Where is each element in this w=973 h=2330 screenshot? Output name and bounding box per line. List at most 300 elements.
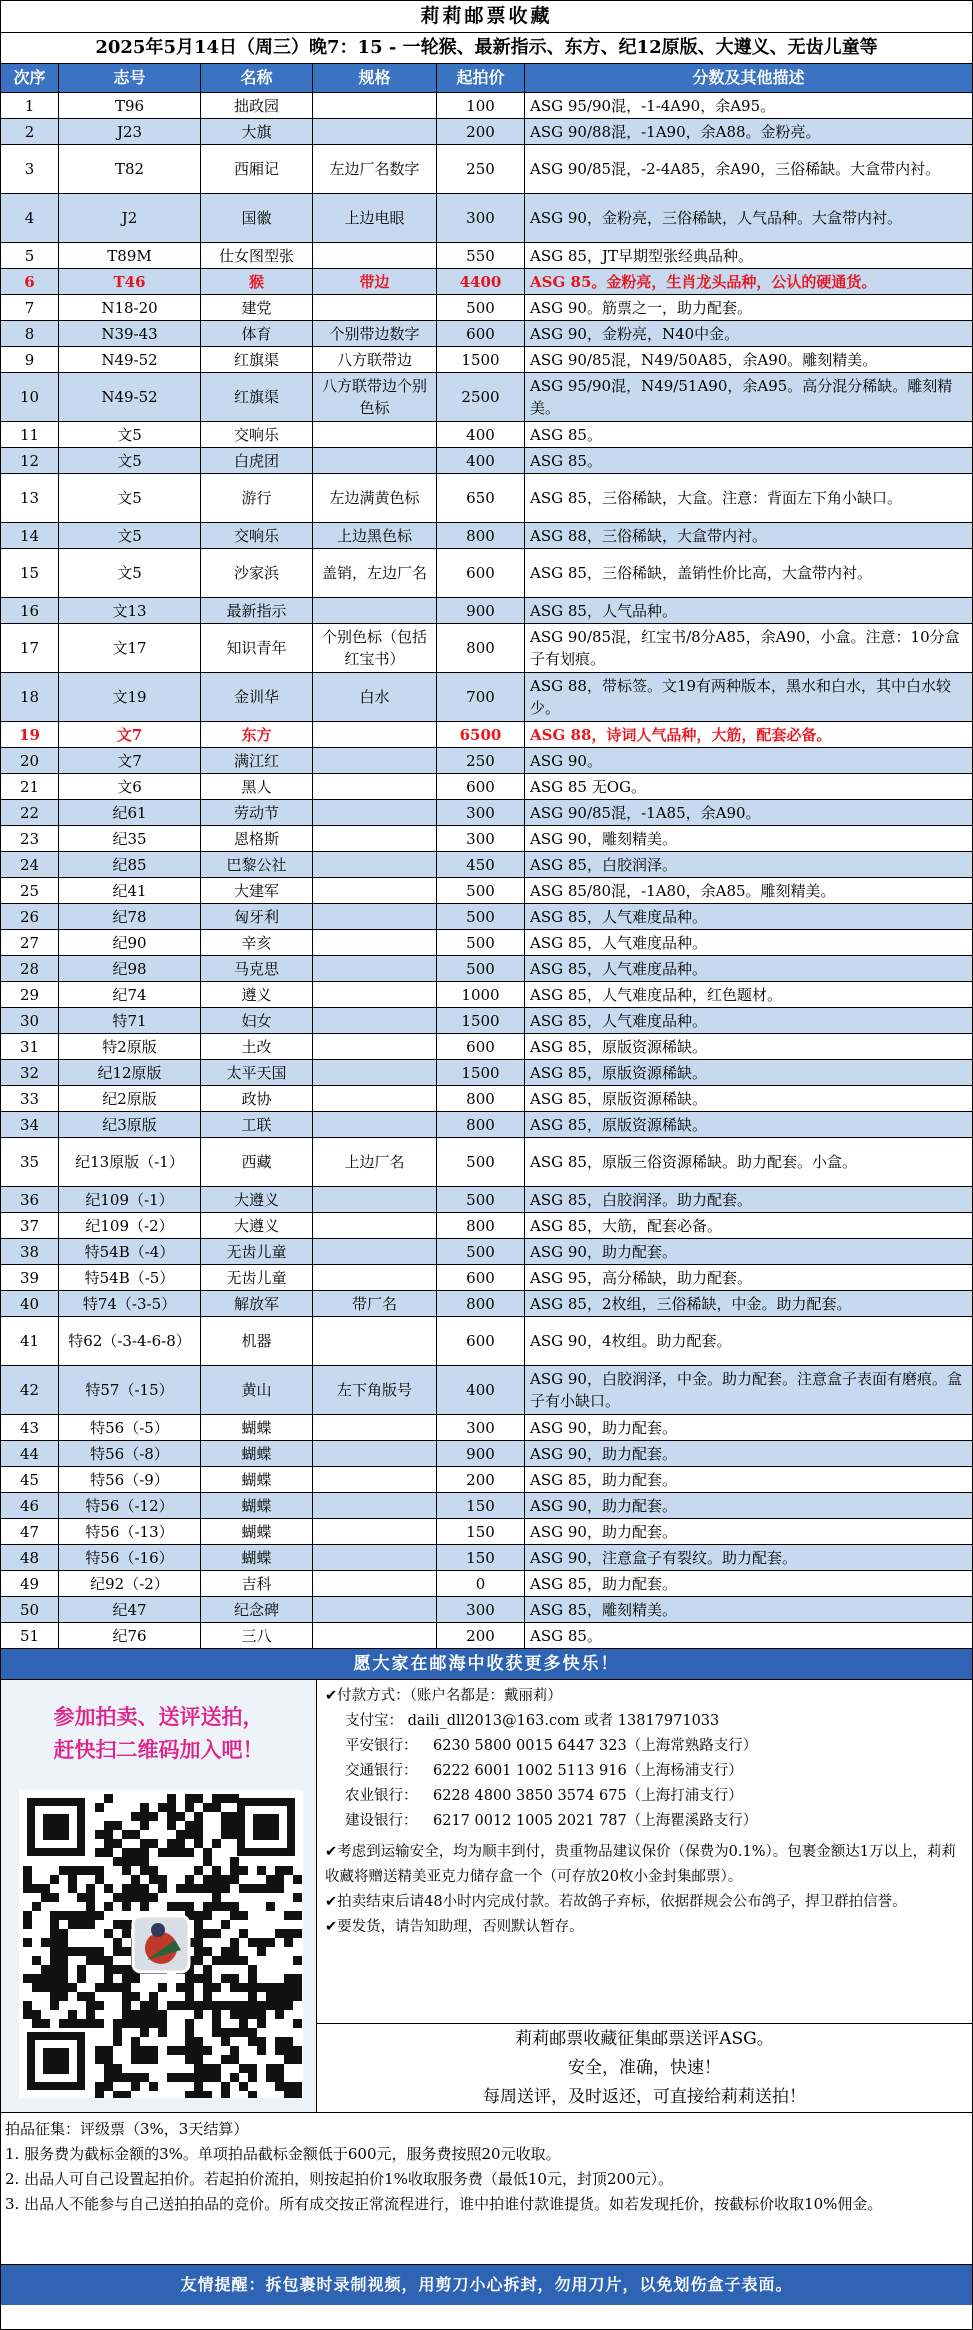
lot-spec [313, 422, 437, 448]
lot-code: 纪74 [59, 982, 201, 1008]
lot-spec: 左边厂名数字 [313, 145, 437, 194]
table-row [1, 295, 972, 321]
lot-desc: ASG 85，三俗稀缺，大盒。注意：背面左下角小缺口。 [525, 474, 972, 523]
lot-price: 500 [437, 1187, 525, 1213]
lot-code: 纪12原版 [59, 1060, 201, 1086]
page-title: 莉莉邮票收藏 [420, 5, 553, 27]
rule-item: 1. 服务费为截标金额的3%。单项拍品截标金额低于600元，服务费按照20元收取。 [5, 2145, 561, 2163]
lot-price: 300 [437, 194, 525, 243]
table-row [1, 598, 972, 624]
footer-reminder: 友情提醒：拆包裹时录制视频，用剪刀小心拆封，勿用刀片，以免划伤盒子表面。 [1, 2265, 972, 2305]
lot-no: 1 [1, 93, 59, 119]
header-spec: 规格 [313, 64, 437, 93]
table-row [1, 852, 972, 878]
lot-price: 600 [437, 1034, 525, 1060]
lot-desc: ASG 90，助力配套。 [525, 1415, 972, 1441]
table-row [1, 748, 972, 774]
lot-no: 22 [1, 800, 59, 826]
consignment-rules [1, 2113, 972, 2265]
lot-price: 250 [437, 748, 525, 774]
lot-spec: 个别色标（包括红宝书） [313, 624, 437, 673]
table-row [1, 1187, 972, 1213]
banner: 愿大家在邮海中收获更多快乐！ [1, 1649, 972, 1680]
lot-price: 500 [437, 1239, 525, 1265]
lot-no: 18 [1, 673, 59, 722]
lot-desc: ASG 90，金粉亮，三俗稀缺，人气品种。大盒带内衬。 [525, 194, 972, 243]
table-row [1, 269, 972, 295]
lot-name: 蝴蝶 [201, 1545, 313, 1571]
lot-desc: ASG 90/85混，N49/50A85，余A90。雕刻精美。 [525, 347, 972, 373]
lot-name: 政协 [201, 1086, 313, 1112]
lot-price: 250 [437, 145, 525, 194]
qr-logo-icon [133, 1916, 189, 1972]
lot-code: 特56（-16） [59, 1545, 201, 1571]
table-row [1, 1034, 972, 1060]
lot-spec [313, 598, 437, 624]
lot-no: 10 [1, 373, 59, 422]
lot-code: 纪109（-2） [59, 1213, 201, 1239]
lot-spec [313, 852, 437, 878]
lot-desc: ASG 85。 [525, 448, 972, 474]
lot-code: 特56（-12） [59, 1493, 201, 1519]
lot-spec [313, 1571, 437, 1597]
lot-name: 拙政园 [201, 93, 313, 119]
lot-spec [313, 1441, 437, 1467]
lot-no: 6 [1, 269, 59, 295]
table-row [1, 448, 972, 474]
lot-price: 150 [437, 1545, 525, 1571]
table-row [1, 1623, 972, 1649]
lot-spec [313, 1265, 437, 1291]
table-row [1, 1138, 972, 1187]
lot-spec [313, 1213, 437, 1239]
header-price: 起拍价 [437, 64, 525, 93]
lot-no: 15 [1, 549, 59, 598]
table-row [1, 1265, 972, 1291]
lot-name: 猴 [201, 269, 313, 295]
lot-name: 知识青年 [201, 624, 313, 673]
lot-desc: ASG 88，带标签。文19有两种版本，黑水和白水，其中白水较少。 [525, 673, 972, 722]
header-code: 志号 [59, 64, 201, 93]
alipay-phone[interactable]: 13817971033 [617, 1713, 720, 1729]
lot-price: 550 [437, 243, 525, 269]
lot-name: 恩格斯 [201, 826, 313, 852]
lot-name: 红旗渠 [201, 347, 313, 373]
lot-spec [313, 904, 437, 930]
lot-code: 文5 [59, 448, 201, 474]
lot-price: 800 [437, 1213, 525, 1239]
bank-account: 6228 4800 3850 3574 675（上海打浦支行） [433, 1788, 743, 1804]
lot-code: 特56（-8） [59, 1441, 201, 1467]
lot-desc: ASG 90。筋票之一，助力配套。 [525, 295, 972, 321]
table-row [1, 956, 972, 982]
lot-desc: ASG 95/90混，N49/51A90，余A95。高分混分稀缺。雕刻精美。 [525, 373, 972, 422]
table-row [1, 982, 972, 1008]
lot-price: 500 [437, 930, 525, 956]
lot-desc: ASG 90/85混，-1A85，余A90。 [525, 800, 972, 826]
header-no: 次序 [1, 64, 59, 93]
lot-no: 12 [1, 448, 59, 474]
lot-code: 文19 [59, 673, 201, 722]
lot-name: 体育 [201, 321, 313, 347]
lot-code: N49-52 [59, 373, 201, 422]
lot-price: 900 [437, 598, 525, 624]
payment-note: ✔考虑到运输安全，均为顺丰到付，贵重物品建议保价（保费为0.1%）。包裹金额达1万以上，莉莉收藏将赠送精美亚克力储存盒一个（可存放20枚小金封集邮票）。 [325, 1844, 956, 1885]
lot-desc: ASG 85，人气难度品种。 [525, 930, 972, 956]
alipay-label: 支付宝： [345, 1713, 403, 1729]
lot-no: 26 [1, 904, 59, 930]
lot-spec: 带边 [313, 269, 437, 295]
lot-price: 150 [437, 1493, 525, 1519]
lot-spec [313, 1060, 437, 1086]
lot-spec [313, 1008, 437, 1034]
lot-spec [313, 800, 437, 826]
lot-name: 大旗 [201, 119, 313, 145]
lot-no: 4 [1, 194, 59, 243]
lot-no: 43 [1, 1415, 59, 1441]
lot-code: 纪13原版（-1） [59, 1138, 201, 1187]
lot-spec [313, 956, 437, 982]
bank-name: 农业银行： [345, 1788, 418, 1804]
payment-note: ✔拍卖结束后请48小时内完成付款。若故鸽子弃标，依据群规会公布鸽子，捍卫群拍信誉。 [325, 1894, 907, 1910]
lot-code: 特2原版 [59, 1034, 201, 1060]
lot-desc: ASG 90。 [525, 748, 972, 774]
lot-no: 37 [1, 1213, 59, 1239]
table-row [1, 1467, 972, 1493]
bank-line [325, 1734, 964, 1759]
lot-name: 土改 [201, 1034, 313, 1060]
lot-price: 300 [437, 1415, 525, 1441]
lot-code: T46 [59, 269, 201, 295]
table-row [1, 1317, 972, 1366]
lot-code: 文5 [59, 474, 201, 523]
lot-desc: ASG 85。金粉亮，生肖龙头品种，公认的硬通货。 [525, 269, 972, 295]
lot-spec [313, 1415, 437, 1441]
asg-line-1: 莉莉邮票收藏征集邮票送评ASG。 [515, 2029, 774, 2049]
bank-line [325, 1809, 964, 1834]
table-row [1, 549, 972, 598]
lot-price: 1500 [437, 1060, 525, 1086]
bank-name: 平安银行： [345, 1738, 418, 1754]
lot-price: 1500 [437, 347, 525, 373]
lot-price: 600 [437, 321, 525, 347]
table-row [1, 1213, 972, 1239]
lot-name: 匈牙利 [201, 904, 313, 930]
lot-spec [313, 1086, 437, 1112]
lot-spec [313, 243, 437, 269]
lot-name: 机器 [201, 1317, 313, 1366]
lot-no: 19 [1, 722, 59, 748]
lot-code: 纪109（-1） [59, 1187, 201, 1213]
lot-desc: ASG 90，助力配套。 [525, 1519, 972, 1545]
table-row [1, 1291, 972, 1317]
qr-panel [1, 1680, 317, 2112]
lot-no: 27 [1, 930, 59, 956]
table-row [1, 826, 972, 852]
table-row [1, 1366, 972, 1415]
header-desc: 分数及其他描述 [525, 64, 972, 93]
lot-desc: ASG 88，三俗稀缺，大盒带内衬。 [525, 523, 972, 549]
page-subtitle: 2025年5月14日（周三）晚7：15 - 一轮猴、最新指示、东方、纪12原版、大遵义、无齿儿童等 [1, 32, 972, 63]
alipay-or: 或者 [584, 1713, 614, 1729]
lot-no: 40 [1, 1291, 59, 1317]
lot-desc: ASG 90，雕刻精美。 [525, 826, 972, 852]
lot-no: 49 [1, 1571, 59, 1597]
lot-spec [313, 1112, 437, 1138]
lot-no: 39 [1, 1265, 59, 1291]
lot-code: N18-20 [59, 295, 201, 321]
lot-desc: ASG 85，大筋，配套必备。 [525, 1213, 972, 1239]
alipay-line [325, 1709, 964, 1734]
lot-desc: ASG 85，人气难度品种。 [525, 1008, 972, 1034]
lot-desc: ASG 85，原版资源稀缺。 [525, 1112, 972, 1138]
lot-price: 150 [437, 1519, 525, 1545]
rule-item: 3. 出品人不能参与自己送拍拍品的竞价。所有成交按正常流程进行，谁中拍谁付款谁提货。如若发现托价，按截标价收取10%佣金。 [5, 2195, 883, 2213]
lot-spec: 上边厂名 [313, 1138, 437, 1187]
lot-name: 交响乐 [201, 523, 313, 549]
lot-code: T89M [59, 243, 201, 269]
table-row [1, 722, 972, 748]
lot-desc: ASG 85，人气难度品种。 [525, 904, 972, 930]
lot-price: 700 [437, 673, 525, 722]
lot-code: 纪2原版 [59, 1086, 201, 1112]
lot-desc: ASG 85，人气难度品种。 [525, 956, 972, 982]
lot-name: 遵义 [201, 982, 313, 1008]
table-row [1, 930, 972, 956]
asg-section [317, 2024, 972, 2112]
lot-no: 5 [1, 243, 59, 269]
table-row [1, 1545, 972, 1571]
lot-name: 劳动节 [201, 800, 313, 826]
lot-code: 纪3原版 [59, 1112, 201, 1138]
lot-spec [313, 1317, 437, 1366]
asg-line-2: 安全，准确，快速！ [568, 2058, 721, 2078]
lot-name: 妇女 [201, 1008, 313, 1034]
lot-no: 8 [1, 321, 59, 347]
lot-name: 辛亥 [201, 930, 313, 956]
lot-no: 7 [1, 295, 59, 321]
lot-price: 6500 [437, 722, 525, 748]
lot-price: 450 [437, 852, 525, 878]
lot-price: 650 [437, 474, 525, 523]
lot-name: 解放军 [201, 1291, 313, 1317]
lot-code: 纪47 [59, 1597, 201, 1623]
lot-spec [313, 1623, 437, 1649]
table-row [1, 624, 972, 673]
lot-desc: ASG 85，三俗稀缺，盖销性价比高，大盒带内衬。 [525, 549, 972, 598]
table-row [1, 373, 972, 422]
bank-list [325, 1734, 964, 1834]
lot-desc: ASG 85，原版资源稀缺。 [525, 1060, 972, 1086]
lot-no: 24 [1, 852, 59, 878]
lot-spec [313, 748, 437, 774]
table-row [1, 904, 972, 930]
lot-name: 沙家浜 [201, 549, 313, 598]
lot-name: 三八 [201, 1623, 313, 1649]
lot-price: 600 [437, 1317, 525, 1366]
lot-spec [313, 1545, 437, 1571]
lot-desc: ASG 90/85混，-2-4A85，余A90，三俗稀缺。大盒带内衬。 [525, 145, 972, 194]
lot-code: 文13 [59, 598, 201, 624]
lot-price: 300 [437, 1597, 525, 1623]
rules-list [5, 2142, 966, 2217]
lot-spec [313, 93, 437, 119]
bank-line [325, 1784, 964, 1809]
lot-code: N39-43 [59, 321, 201, 347]
lot-spec [313, 1239, 437, 1265]
lot-code: 文7 [59, 722, 201, 748]
lot-code: 纪90 [59, 930, 201, 956]
lot-spec: 上边电眼 [313, 194, 437, 243]
lot-code: 文5 [59, 549, 201, 598]
lot-price: 800 [437, 1291, 525, 1317]
table-row [1, 194, 972, 243]
lot-spec [313, 930, 437, 956]
lot-desc: ASG 85，助力配套。 [525, 1571, 972, 1597]
lot-code: 特74（-3-5） [59, 1291, 201, 1317]
lot-no: 28 [1, 956, 59, 982]
lot-desc: ASG 85，原版资源稀缺。 [525, 1086, 972, 1112]
lot-desc: ASG 85，JT早期型张经典品种。 [525, 243, 972, 269]
table-row [1, 878, 972, 904]
lot-spec [313, 1034, 437, 1060]
table-row [1, 1493, 972, 1519]
lot-price: 2500 [437, 373, 525, 422]
lot-desc: ASG 90，助力配套。 [525, 1441, 972, 1467]
bank-account: 6222 6001 1002 5113 916（上海杨浦支行） [433, 1763, 743, 1779]
lot-code: 特56（-13） [59, 1519, 201, 1545]
lot-no: 47 [1, 1519, 59, 1545]
lot-code: T96 [59, 93, 201, 119]
lot-no: 34 [1, 1112, 59, 1138]
lot-price: 200 [437, 1467, 525, 1493]
lot-code: 特71 [59, 1008, 201, 1034]
bank-account: 6217 0012 1005 2021 787（上海瞿溪路支行） [433, 1813, 758, 1829]
lot-desc: ASG 85，白胶润泽。助力配套。 [525, 1187, 972, 1213]
table-row [1, 523, 972, 549]
lot-code: 文5 [59, 523, 201, 549]
lot-name: 无齿儿童 [201, 1239, 313, 1265]
alipay-email[interactable]: daili_dll2013@163.com [407, 1713, 580, 1729]
lot-name: 马克思 [201, 956, 313, 982]
lot-name: 大建军 [201, 878, 313, 904]
lot-name: 国徽 [201, 194, 313, 243]
lot-desc: ASG 88，诗词人气品种，大筋，配套必备。 [525, 722, 972, 748]
payment-note: ✔要发货，请告知助理，否则默认暂存。 [325, 1919, 584, 1935]
table-row [1, 119, 972, 145]
lot-code: 文17 [59, 624, 201, 673]
lot-name: 纪念碑 [201, 1597, 313, 1623]
lot-spec [313, 1519, 437, 1545]
lot-code: 纪78 [59, 904, 201, 930]
table-row [1, 93, 972, 119]
bank-account: 6230 5800 0015 6447 323（上海常熟路支行） [433, 1738, 758, 1754]
lot-no: 32 [1, 1060, 59, 1086]
lot-price: 500 [437, 1138, 525, 1187]
lot-spec [313, 1467, 437, 1493]
lot-spec [313, 878, 437, 904]
lot-desc: ASG 90，注意盒子有裂纹。助力配套。 [525, 1545, 972, 1571]
lot-price: 500 [437, 904, 525, 930]
table-row [1, 347, 972, 373]
lot-no: 14 [1, 523, 59, 549]
table-row [1, 1086, 972, 1112]
lot-no: 31 [1, 1034, 59, 1060]
lot-name: 黑人 [201, 774, 313, 800]
lot-desc: ASG 85，人气难度品种，红色题材。 [525, 982, 972, 1008]
lot-price: 1000 [437, 982, 525, 1008]
lot-desc: ASG 85。 [525, 422, 972, 448]
lot-spec: 八方联带边 [313, 347, 437, 373]
lot-name: 无齿儿童 [201, 1265, 313, 1291]
lot-no: 13 [1, 474, 59, 523]
lot-no: 51 [1, 1623, 59, 1649]
lot-price: 800 [437, 523, 525, 549]
lot-spec: 八方联带边个别色标 [313, 373, 437, 422]
bank-line [325, 1759, 964, 1784]
lot-price: 500 [437, 878, 525, 904]
lot-spec [313, 448, 437, 474]
lot-name: 建党 [201, 295, 313, 321]
lot-table-body [1, 93, 972, 1649]
lot-price: 600 [437, 549, 525, 598]
lot-price: 800 [437, 624, 525, 673]
table-row [1, 1571, 972, 1597]
info-panel [317, 1680, 972, 2112]
lot-no: 20 [1, 748, 59, 774]
lot-price: 500 [437, 295, 525, 321]
lot-code: T82 [59, 145, 201, 194]
lot-code: 纪98 [59, 956, 201, 982]
lot-price: 500 [437, 956, 525, 982]
lot-no: 9 [1, 347, 59, 373]
lot-spec [313, 295, 437, 321]
lot-name: 太平天国 [201, 1060, 313, 1086]
lot-price: 400 [437, 422, 525, 448]
table-row [1, 774, 972, 800]
lot-desc: ASG 90/88混，-1A90，余A88。金粉亮。 [525, 119, 972, 145]
lot-spec [313, 1493, 437, 1519]
lot-desc: ASG 90，金粉亮，N40中金。 [525, 321, 972, 347]
lot-price: 800 [437, 1086, 525, 1112]
lot-desc: ASG 85，2枚组，三俗稀缺，中金。助力配套。 [525, 1291, 972, 1317]
table-row [1, 1597, 972, 1623]
lot-no: 16 [1, 598, 59, 624]
lot-code: 特56（-5） [59, 1415, 201, 1441]
lot-spec: 带厂名 [313, 1291, 437, 1317]
qr-code-icon[interactable] [19, 1790, 303, 2098]
lot-no: 45 [1, 1467, 59, 1493]
lot-desc: ASG 85。 [525, 1623, 972, 1649]
table-row [1, 145, 972, 194]
lot-name: 西藏 [201, 1138, 313, 1187]
lot-code: J2 [59, 194, 201, 243]
table-row [1, 474, 972, 523]
lot-no: 30 [1, 1008, 59, 1034]
lot-price: 300 [437, 826, 525, 852]
lot-spec [313, 722, 437, 748]
lot-code: 纪92（-2） [59, 1571, 201, 1597]
lot-code: 文7 [59, 748, 201, 774]
table-row [1, 422, 972, 448]
lot-desc: ASG 90/85混，红宝书/8分A85，余A90，小盒。注意：10分盒子有划痕。 [525, 624, 972, 673]
lot-code: 纪61 [59, 800, 201, 826]
promo-text [1, 1680, 316, 1766]
lot-code: 特57（-15） [59, 1366, 201, 1415]
payment-title: ✔付款方式：（账户名都是：戴丽莉） [325, 1688, 562, 1704]
lot-name: 蝴蝶 [201, 1441, 313, 1467]
lot-name: 红旗渠 [201, 373, 313, 422]
